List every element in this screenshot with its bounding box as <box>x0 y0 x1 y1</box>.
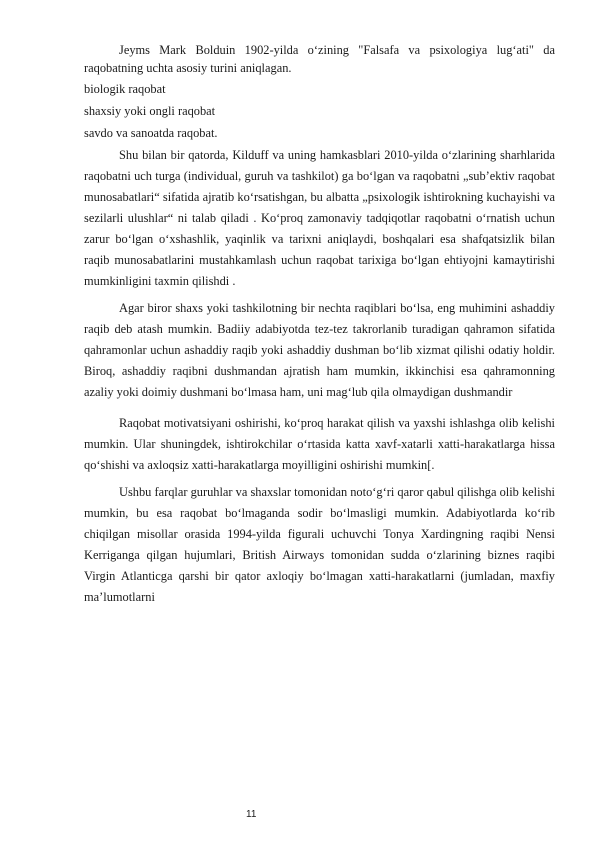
list-item: savdo va sanoatda raqobat. <box>84 126 218 140</box>
body-paragraph: Shu bilan bir qatorda, Kilduff va uning hamkasblari 2010-yilda o‘zlarining sharhlarida raqobatni uch turga (individual, guruh va tashkilot) ga bo‘lgan va raqobatni „sub’ektiv raqobat munosabatlari“ sifatida ajratib ko‘rsatishgan, bu albatta „psixologik ishtirokning kuchayishi va sezilarli ulushlar“ ni talab qiladi . Ko‘proq zamonaviy tadqiqotlar raqobatni o‘rnatish uchun zarur bo‘lgan o‘xshashlik, yaqinlik va tarixni aniqlaydi, boshqalari esa shafqatsizlik bilan raqib munosabatlarini mustahkamlash uchun raqobat tarixiga bo‘lgan ehtiyojni kamaytirishi mumkinligini taxmin qilishdi . <box>84 148 555 288</box>
raqobat-types-list <box>84 78 555 144</box>
body-paragraph: Raqobat motivatsiyani oshirishi, ko‘proq harakat qilish va yaxshi ishlashga olib kelishi mumkin. Ular shuningdek, ishtirokchilar o‘rtasida katta xavf-xatarli xatti-harakatlarga hissa qo‘shishi va axloqsiz xatti-harakatlarga moyilligini oshirishi mumkin[. <box>84 416 555 472</box>
intro-paragraph: Jeyms Mark Bolduin 1902-yilda o‘zining "Falsafa va psixologiya lug‘ati" da raqobatning uchta asosiy turini aniqlagan. <box>84 43 555 75</box>
body-paragraph: Agar biror shaxs yoki tashkilotning bir nechta raqiblari bo‘lsa, eng muhimini ashaddiy raqib deb atash mumkin. Badiiy adabiyotda tez-tez takrorlanib turadigan qahramon sifatida qahramonlar uchun ashaddiy raqib yoki ashaddiy dushman bo‘lib xizmat qilishi odatiy holdir. Biroq, ashaddiy raqibni dushmandan ajratish ham mumkin, ikkinchisi esa qahramonning azaliy yoki doimiy dushmani bo‘lmasa ham, uni mag‘lub qila olmaydigan dushmandir <box>84 301 555 399</box>
list-item: shaxsiy yoki ongli raqobat <box>84 104 216 118</box>
body-paragraph: Ushbu farqlar guruhlar va shaxslar tomonidan noto‘g‘ri qaror qabul qilishga olib kelishi mumkin, bu esa raqobat bo‘lmaganda sodir bo‘lmasligi mumkin. Adabiyotlarda ko‘rib chiqilgan misollar orasida 1994-yilda figurali uchuvchi Tonya Xardingning raqibi Nensi Kerriganga qilgan hujumlari, British Airways tomonidan sudda o‘zlarining biznes raqibi Virgin Atlanticga qarshi bir qator axloqiy bo‘lmagan xatti-harakatlarni (jumladan, maxfiy ma’lumotlarni <box>84 485 555 604</box>
page-number: 11 <box>246 809 257 820</box>
list-item: biologik raqobat <box>84 82 166 96</box>
document-body <box>84 41 555 608</box>
